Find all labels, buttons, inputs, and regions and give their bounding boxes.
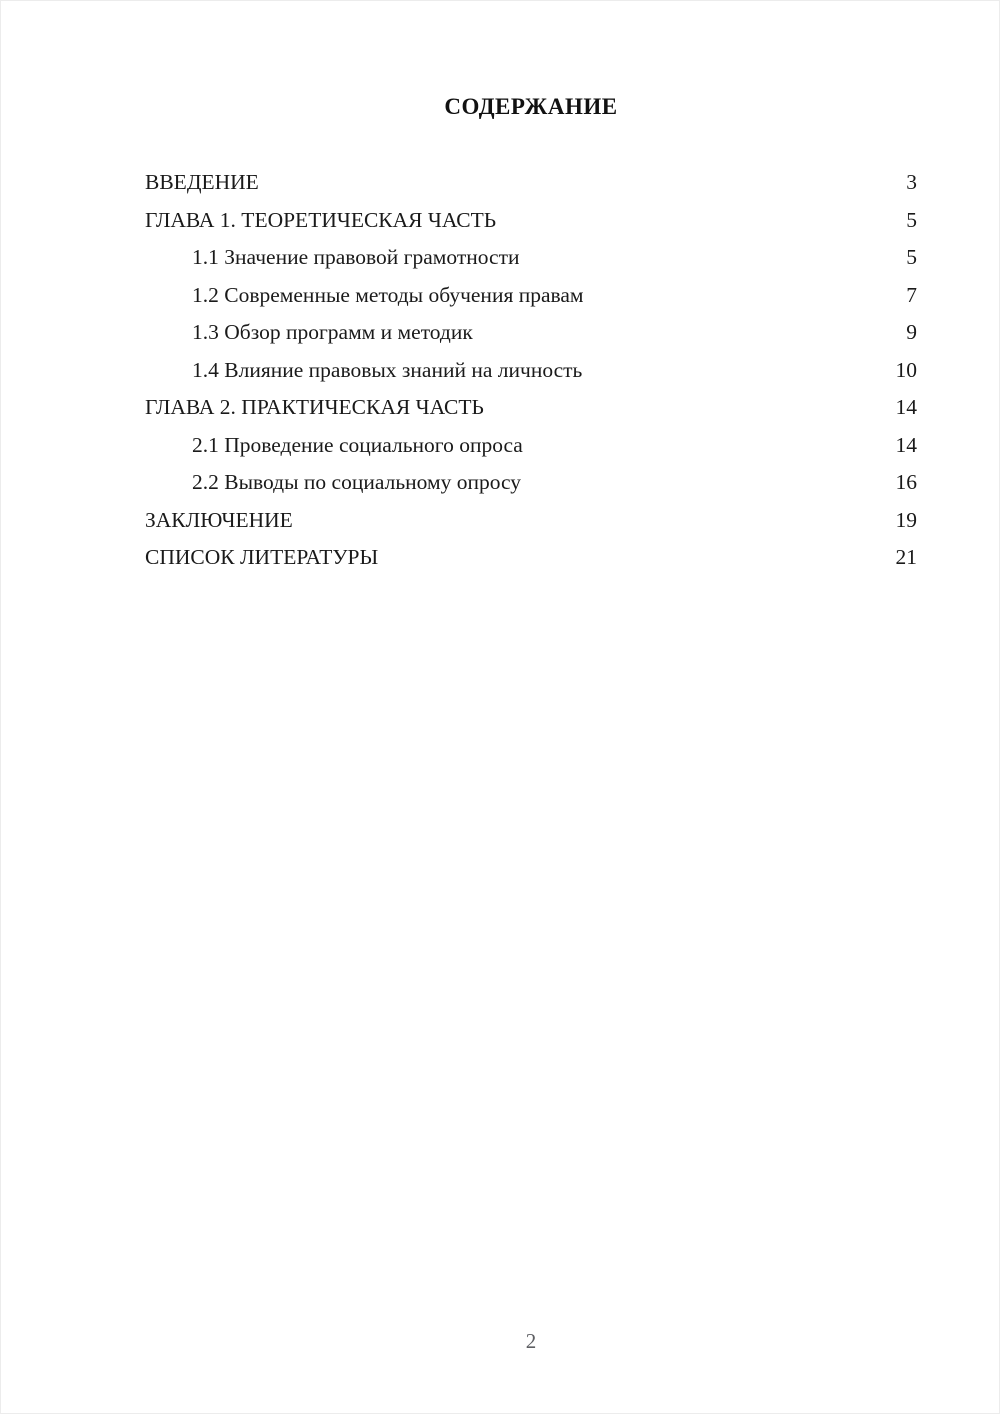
toc-entry [145,427,917,465]
toc-entry-label: 2.2 Выводы по социальному опросу [192,470,522,494]
toc-entry-page: 5 [906,245,917,269]
toc-entry-page: 10 [895,357,917,382]
toc-entry-page: 19 [895,507,917,532]
page-content [0,0,1000,577]
toc-entry-page: 7 [906,282,917,307]
toc-entry-label: ГЛАВА 1. ТЕОРЕТИЧЕСКАЯ ЧАСТЬ [145,207,497,232]
toc-entry [145,314,917,352]
toc-entry [145,277,917,315]
toc-entry-label: ГЛАВА 2. ПРАКТИЧЕСКАЯ ЧАСТЬ [145,395,484,419]
toc-entry [145,352,917,390]
page-title: СОДЕРЖАНИЕ [444,94,618,119]
toc-entry-page: 3 [906,170,917,194]
toc-entry-page: 21 [895,545,917,569]
toc-entry [145,389,917,427]
toc-entry [145,202,917,240]
toc-entry-label: 1.2 Современные методы обучения правам [192,282,584,307]
toc-entry [145,539,917,577]
toc-entry-label: СПИСОК ЛИТЕРАТУРЫ [145,545,379,569]
footer-page-number: 2 [525,1329,537,1353]
table-of-contents [145,164,917,577]
toc-entry-page: 14 [895,432,917,457]
toc-entry-page: 16 [895,470,917,494]
toc-entry-label: 1.1 Значение правовой грамотности [192,245,520,269]
toc-entry-page: 9 [906,320,917,344]
toc-entry [145,239,917,277]
toc-entry [145,164,917,202]
toc-entry-label: ЗАКЛЮЧЕНИЕ [145,507,293,532]
toc-entry-page: 14 [895,395,917,419]
toc-entry [145,464,917,502]
toc-entry [145,502,917,540]
toc-entry-label: 1.4 Влияние правовых знаний на личность [192,357,583,382]
toc-entry-label: 2.1 Проведение социального опроса [192,432,523,457]
toc-entry-page: 5 [906,207,917,232]
toc-entry-label: ВВЕДЕНИЕ [145,170,259,194]
toc-entry-label: 1.3 Обзор программ и методик [192,320,473,344]
